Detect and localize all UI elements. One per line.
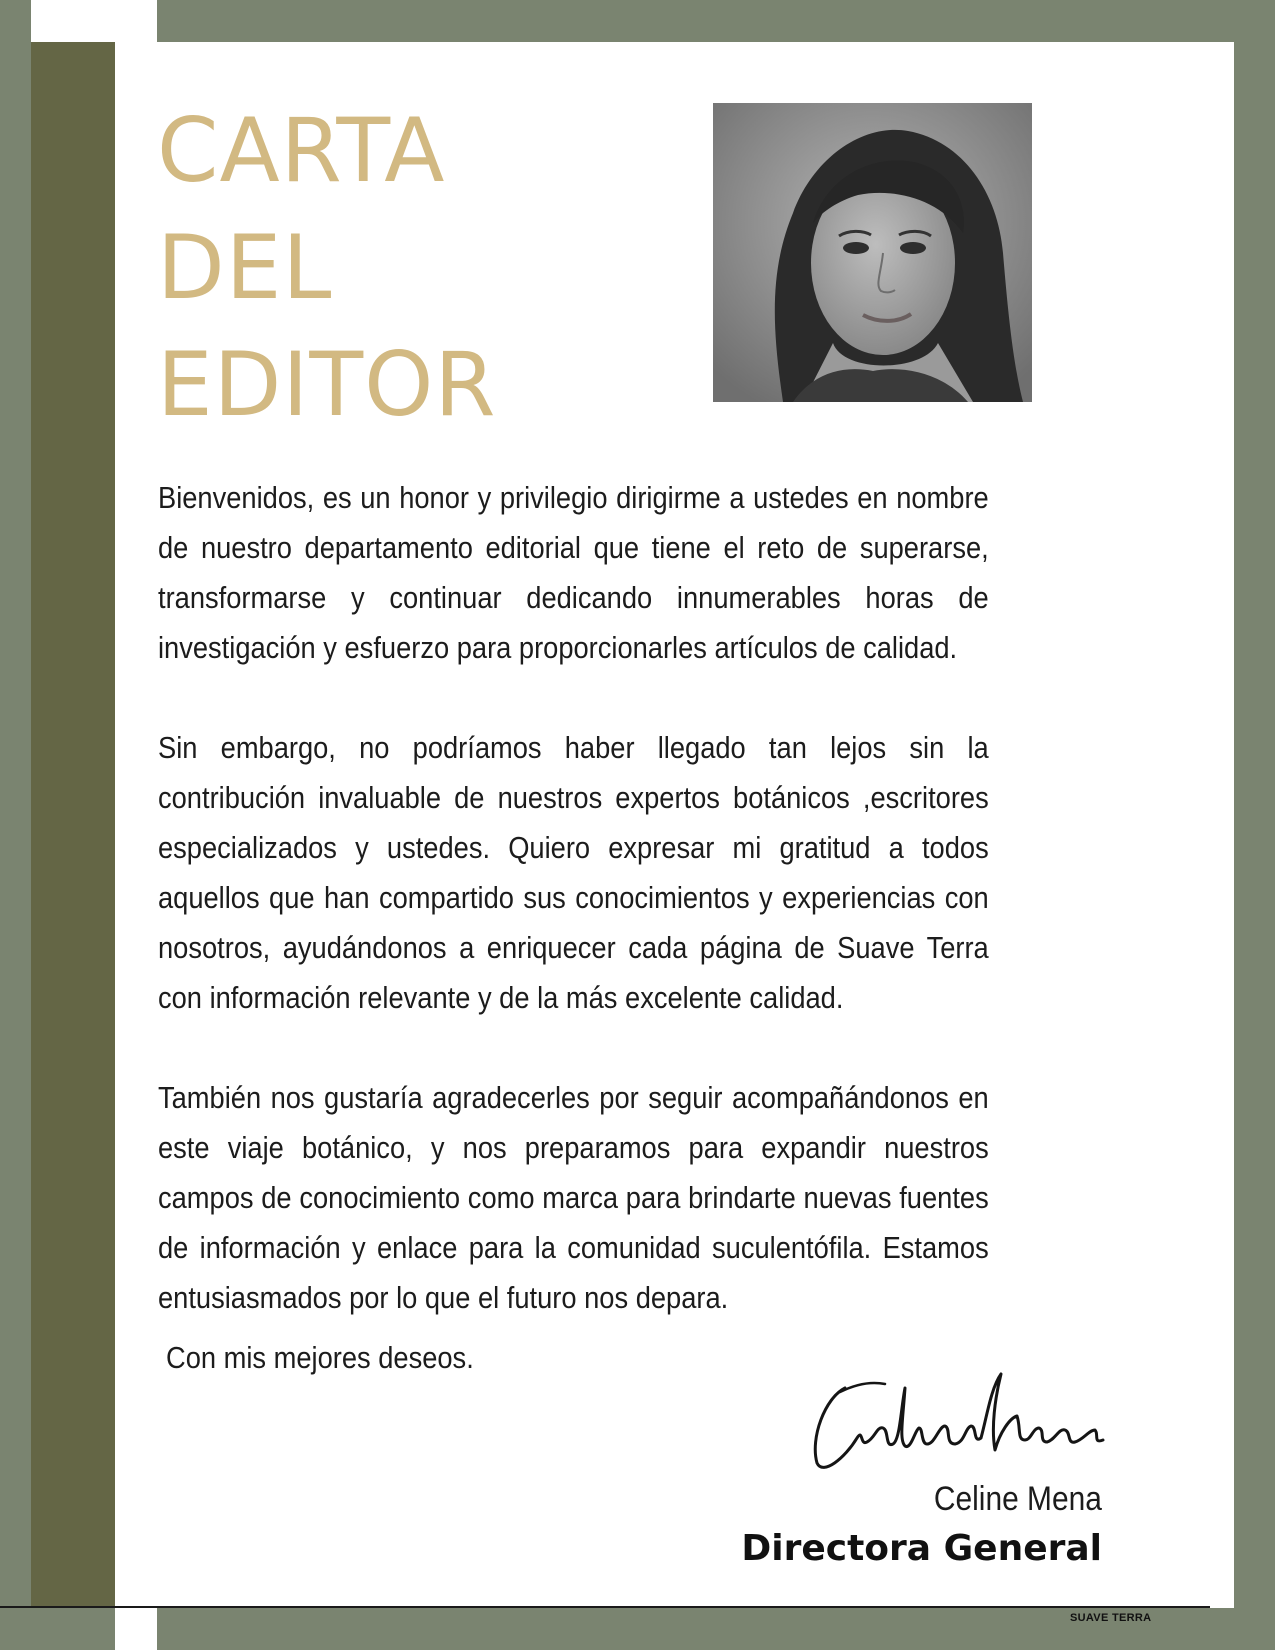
handwritten-signature bbox=[805, 1368, 1115, 1483]
title-line-3: EDITOR bbox=[157, 333, 497, 436]
bottom-divider bbox=[0, 1606, 1210, 1608]
portrait-icon bbox=[713, 103, 1032, 402]
title-line-2: DEL bbox=[157, 216, 333, 319]
signature-icon bbox=[805, 1368, 1115, 1478]
editor-portrait-photo bbox=[713, 103, 1032, 402]
title-line-1: CARTA bbox=[157, 99, 446, 202]
footer-brand-label: SUAVE TERRA bbox=[1070, 1612, 1152, 1624]
letter-paragraph-1: Bienvenidos, es un honor y privilegio dirigirme a ustedes en nombre de nuestro departamento editorial que tiene el reto de superarse, transformarse y continuar dedicando innumerables horas de investigación y esfuerzo para proporcionarles artículos de calidad. bbox=[158, 480, 989, 665]
page-title bbox=[157, 92, 496, 443]
bottom-frame-white bbox=[115, 1608, 157, 1650]
signer-role: Directora General bbox=[741, 1528, 1102, 1569]
letter-body bbox=[158, 473, 989, 1323]
letter-closing: Con mis mejores deseos. bbox=[166, 1340, 474, 1375]
signer-name: Celine Mena bbox=[934, 1480, 1102, 1518]
letter-paragraph-3: También nos gustaría agradecerles por seguir acompañándonos en este viaje botánico, y nos preparamos para expandir nuestros campos de conocimiento como marca para brindarte nuevas fuentes de información y enlace para la comunidad suculentófila. Estamos entusiasmados por lo que el futuro nos depara. bbox=[158, 1080, 989, 1315]
page-frame-olive-bar bbox=[31, 42, 115, 1608]
page-frame-left-gray bbox=[0, 0, 31, 1608]
letter-paragraph-2: Sin embargo, no podríamos haber llegado tan lejos sin la contribución invaluable de nuestros expertos botánicos ,escritores especializados y ustedes. Quiero expresar mi gratitud a todos aquellos que han compartido sus conocimientos y experiencias con nosotros, ayudándonos a enriquecer cada página de Suave Terra con información relevante y de la más excelente calidad. bbox=[158, 730, 989, 1015]
